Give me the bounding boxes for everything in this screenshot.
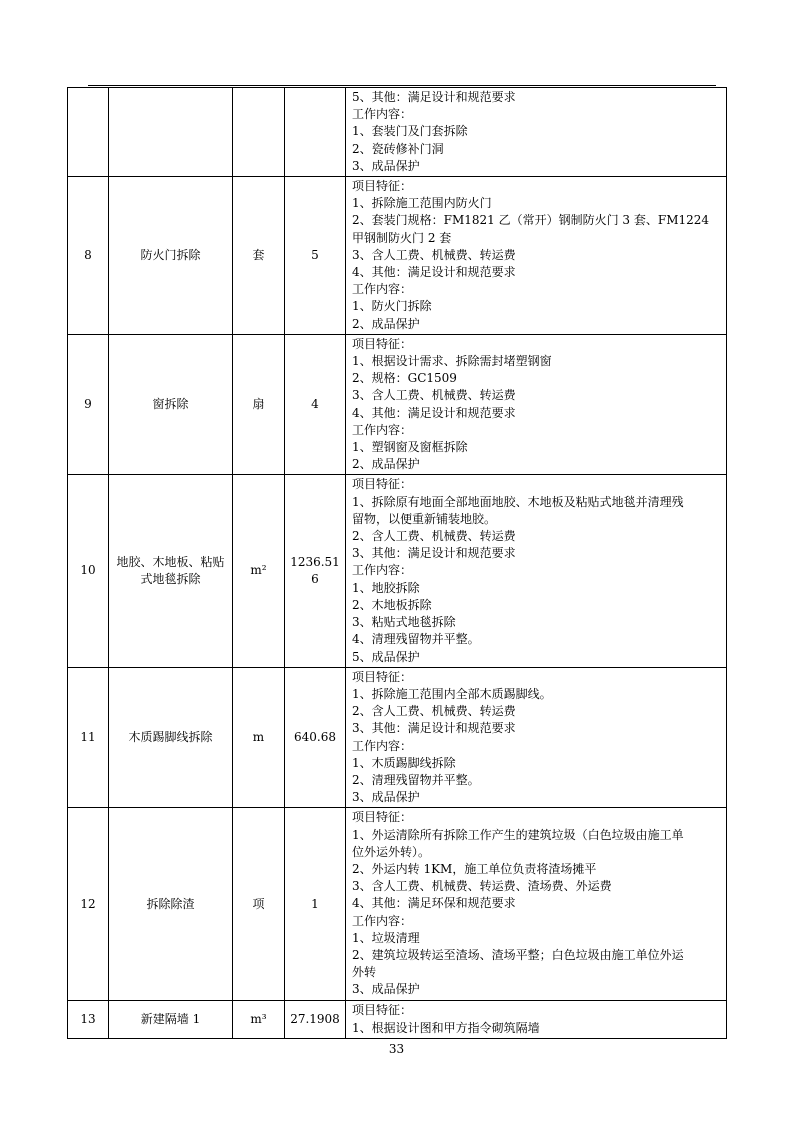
description-line: 1、外运清除所有拆除工作产生的建筑垃圾（白色垃圾由施工单 <box>352 827 684 842</box>
description-line: 4、清理残留物并平整。 <box>352 632 480 647</box>
description-line: 项目特征： <box>352 1003 413 1018</box>
description-line: 3、其他：满足设计和规范要求 <box>352 721 516 736</box>
description-line: 2、规格：GC1509 <box>352 371 457 386</box>
quantity-cell: 5 <box>285 177 346 335</box>
item-name-cell: 新建隔墙 1 <box>109 1001 233 1039</box>
unit-cell: 套 <box>233 177 285 335</box>
description-line: 3、粘贴式地毯拆除 <box>352 615 456 630</box>
item-number-cell: 10 <box>68 475 109 667</box>
description-line: 1、根据设计图和甲方指令砌筑隔墙 <box>352 1020 540 1035</box>
description-line: 4、其他：满足环保和规范要求 <box>352 896 516 911</box>
item-name-cell: 拆除除渣 <box>109 808 233 1001</box>
description-line: 1、防火门拆除 <box>352 299 432 314</box>
description-line: 3、成品保护 <box>352 790 420 805</box>
description-line: 3、含人工费、机械费、转运费、渣场费、外运费 <box>352 879 612 894</box>
description-line: 1、垃圾清理 <box>352 930 420 945</box>
description-line: 工作内容： <box>352 107 413 122</box>
quantity-cell: 4 <box>285 334 346 475</box>
description-line: 3、成品保护 <box>352 982 420 997</box>
description-line: 工作内容： <box>352 563 413 578</box>
unit-cell: m² <box>233 475 285 667</box>
description-line: 工作内容： <box>352 913 413 928</box>
description-line: 项目特征： <box>352 669 413 684</box>
description-line: 留物，以便重新铺装地胶。 <box>352 511 497 526</box>
description-cell <box>346 88 727 177</box>
item-number-cell: 12 <box>68 808 109 1001</box>
unit-cell: 项 <box>233 808 285 1001</box>
quantity-cell: 1 <box>285 808 346 1001</box>
item-name-cell: 地胶、木地板、粘贴式地毯拆除 <box>109 475 233 667</box>
description-cell <box>346 808 727 1001</box>
description-line: 1、地胶拆除 <box>352 580 420 595</box>
description-line: 位外运外转）。 <box>352 844 431 859</box>
item-name-cell <box>109 88 233 177</box>
description-line: 2、含人工费、机械费、转运费 <box>352 704 516 719</box>
description-line: 甲钢制防火门 2 套 <box>352 230 452 245</box>
description-line: 5、其他：满足设计和规范要求 <box>352 90 516 104</box>
description-line: 1、拆除施工范围内全部木质踢脚线。 <box>352 686 552 701</box>
description-cell <box>346 177 727 335</box>
quantity-cell: 1236.516 <box>285 475 346 667</box>
table-row <box>68 88 727 177</box>
description-line: 2、成品保护 <box>352 316 420 331</box>
description-line: 3、含人工费、机械费、转运费 <box>352 388 516 403</box>
description-cell <box>346 1001 727 1039</box>
description-cell <box>346 475 727 667</box>
description-line: 1、木质踢脚线拆除 <box>352 755 456 770</box>
description-cell <box>346 667 727 808</box>
description-line: 3、其他：满足设计和规范要求 <box>352 546 516 561</box>
description-line: 项目特征： <box>352 336 413 351</box>
item-name-cell: 窗拆除 <box>109 334 233 475</box>
description-line: 4、其他：满足设计和规范要求 <box>352 405 516 420</box>
description-line: 5、成品保护 <box>352 649 420 664</box>
description-line: 2、成品保护 <box>352 457 420 472</box>
description-line: 工作内容： <box>352 282 413 297</box>
item-number-cell: 13 <box>68 1001 109 1039</box>
bill-of-quantities-table <box>67 87 727 1039</box>
description-line: 1、根据设计需求、拆除需封堵塑钢窗 <box>352 354 552 369</box>
description-line: 1、拆除施工范围内防火门 <box>352 196 492 211</box>
item-number-cell: 9 <box>68 334 109 475</box>
description-line: 工作内容： <box>352 422 413 437</box>
description-line: 1、套装门及门套拆除 <box>352 124 468 139</box>
page-number: 33 <box>388 1042 405 1056</box>
description-line: 2、套装门规格：FM1821 乙（常开）钢制防火门 3 套、FM1224 <box>352 213 710 228</box>
description-line: 3、含人工费、机械费、转运费 <box>352 247 516 262</box>
table-row <box>68 1001 727 1039</box>
description-cell <box>346 334 727 475</box>
item-number-cell <box>68 88 109 177</box>
item-name-cell: 防火门拆除 <box>109 177 233 335</box>
item-number-cell: 11 <box>68 667 109 808</box>
description-line: 外转 <box>352 965 377 980</box>
table-row <box>68 177 727 335</box>
table-body <box>68 88 727 1039</box>
table-row <box>68 667 727 808</box>
description-line: 2、外运内转 1KM，施工单位负责将渣场摊平 <box>352 861 597 876</box>
description-line: 2、含人工费、机械费、转运费 <box>352 529 516 544</box>
quantity-cell: 640.68 <box>285 667 346 808</box>
description-line: 3、成品保护 <box>352 158 420 173</box>
description-line: 2、瓷砖修补门洞 <box>352 141 444 156</box>
description-line: 2、建筑垃圾转运至渣场、渣场平整；白色垃圾由施工单位外运 <box>352 947 684 962</box>
item-number-cell: 8 <box>68 177 109 335</box>
description-line: 项目特征： <box>352 810 413 825</box>
unit-cell: m³ <box>233 1001 285 1039</box>
table-row <box>68 475 727 667</box>
quantity-cell: 27.1908 <box>285 1001 346 1039</box>
unit-cell: m <box>233 667 285 808</box>
description-line: 项目特征： <box>352 477 413 492</box>
description-line: 4、其他：满足设计和规范要求 <box>352 265 516 280</box>
description-line: 1、塑钢窗及窗框拆除 <box>352 440 468 455</box>
description-line: 2、木地板拆除 <box>352 597 432 612</box>
unit-cell: 扇 <box>233 334 285 475</box>
description-line: 1、拆除原有地面全部地面地胶、木地板及粘贴式地毯并清理残 <box>352 494 684 509</box>
item-name-cell: 木质踢脚线拆除 <box>109 667 233 808</box>
description-line: 项目特征： <box>352 179 413 194</box>
header-rule <box>88 85 716 86</box>
table-row <box>68 334 727 475</box>
quantity-cell <box>285 88 346 177</box>
unit-cell <box>233 88 285 177</box>
description-line: 2、清理残留物并平整。 <box>352 772 480 787</box>
table-row <box>68 808 727 1001</box>
description-line: 工作内容： <box>352 738 413 753</box>
